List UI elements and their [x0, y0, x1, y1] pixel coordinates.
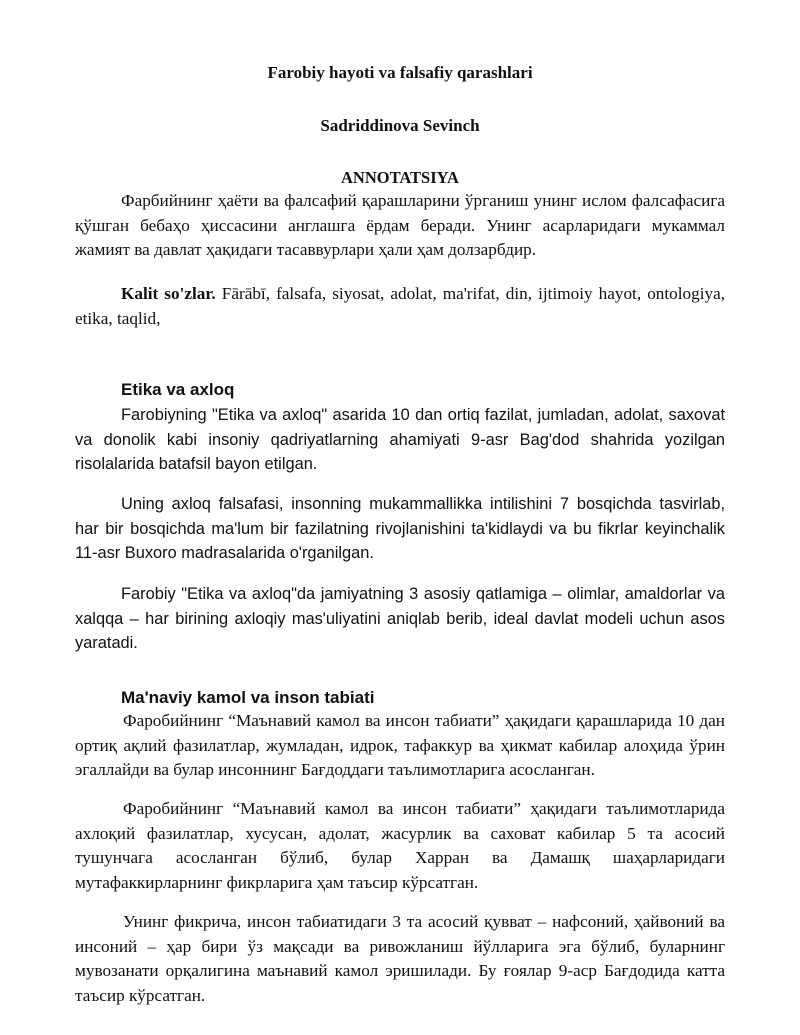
paragraph: Uning axloq falsafasi, insonning mukammallikka intilishini 7 bosqichda tasvirlab, har bir bosqichda ma'lum bir fazilatning rivojlanishini ta'kidlaydi va bu fikrlar keyinchalik 11-asr Buxoro madrasalarida o'rganilgan. [75, 495, 725, 562]
paragraph: Farobiyning "Etika va axloq" asarida 10 dan ortiq fazilat, jumladan, adolat, saxovat va donolik kabi insoniy qadriyatlarning ahamiyati 9-asr Bag'dod shahrida yozilgan risolalarida batafsil bayon etilgan. [75, 406, 725, 473]
paragraph: Фаробийнинг “Маънавий камол ва инсон табиати” ҳақидаги қарашларида 10 дан ортиқ ақлий фазилатлар, жумладан, идрок, тафаккур ва ҳикмат кабилар алоҳида ўрин эгаллайди ва булар инсоннинг Бағдоддаги таълимотларига асосланган. [75, 711, 725, 779]
paragraph: Farobiy "Etika va axloq"da jamiyatning 3 asosiy qatlamiga – olimlar, amaldorlar va xalqqa – har birining axloqiy mas'uliyatini aniqlab berib, ideal davlat modeli uchun asos yaratadi. [75, 585, 725, 652]
paragraph: Фаробийнинг “Маънавий камол ва инсон табиати” ҳақидаги таълимотларида ахлоқий фазилатлар, хусусан, адолат, жасурлик ва саховат кабилар 5 та асосий тушунчага асосланган бўлиб, булар Харран ва Дамашқ шаҳарларидаги мутафаккирларнинг фикрларига ҳам таъсир кўрсатган. [75, 799, 725, 892]
document-title: Farobiy hayoti va falsafiy qarashlari [267, 63, 533, 82]
keywords-paragraph [75, 282, 725, 331]
annotation-heading: ANNOTATSIYA [341, 168, 459, 187]
annotation-paragraph: Фарбийнинг ҳаёти ва фалсафий қарашларини ўрганиш унинг ислом фалсафасига қўшган бебаҳо ҳиссасини англашга ёрдам беради. Унинг асарларидаги мукаммал жамият ва давлат ҳақидаги тасаввурлари ҳали ҳам долзарбдир. [75, 191, 725, 259]
section-heading-manaviy: Ma'naviy kamol va inson tabiati [121, 688, 375, 707]
section-heading-etika: Etika va axloq [121, 380, 235, 399]
keywords-label: Kalit so'zlar. [121, 284, 216, 303]
author-name: Sadriddinova Sevinch [320, 116, 480, 135]
keywords-text: Fārābī, falsafa, siyosat, adolat, ma'rifat, din, ijtimoiy hayot, ontologiya, etika, taqlid, [75, 284, 726, 328]
paragraph: Унинг фикрича, инсон табиатидаги 3 та асосий қувват – нафсоний, ҳайвоний ва инсоний – ҳар бири ўз мақсади ва ривожланиш йўлларига эга бўлиб, буларнинг мувозанати орқалигина маънавий камол эришилади. Бу ғоялар 9-аср Бағдодида катта таъсир кўрсатган. [75, 912, 725, 1005]
